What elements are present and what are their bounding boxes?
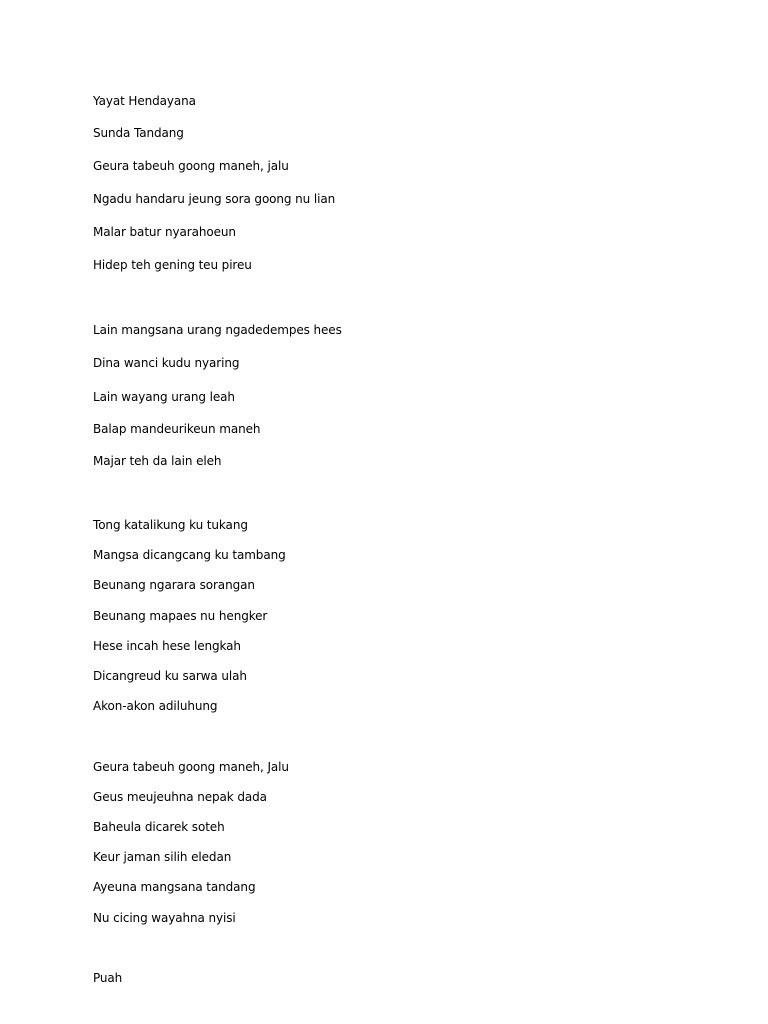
poem-line: Lain mangsana urang ngadedempes hees	[93, 323, 342, 337]
poem-line: Geura tabeuh goong maneh, jalu	[93, 159, 289, 173]
poem-line: Ngadu handaru jeung sora goong nu lian	[93, 192, 336, 206]
poem-line: Hidep teh gening teu pireu	[93, 258, 252, 272]
poem-line: Beunang ngarara sorangan	[93, 578, 255, 592]
poem-line: Nu cicing wayahna nyisi	[93, 911, 236, 925]
poem-line: Akon-akon adiluhung	[93, 699, 218, 713]
poem-line: Lain wayang urang leah	[93, 390, 235, 404]
poem-line: Puah	[93, 971, 123, 985]
poem-line: Majar teh da lain eleh	[93, 454, 222, 468]
poem-line: Malar batur nyarahoeun	[93, 225, 236, 239]
poem-line: Dina wanci kudu nyaring	[93, 356, 240, 370]
author-name: Yayat Hendayana	[93, 94, 196, 108]
poem-line: Geura tabeuh goong maneh, Jalu	[93, 760, 289, 774]
poem-line: Hese incah hese lengkah	[93, 639, 241, 653]
poem-line: Dicangreud ku sarwa ulah	[93, 669, 247, 683]
poem-line: Balap mandeurikeun maneh	[93, 422, 261, 436]
poem-line: Mangsa dicangcang ku tambang	[93, 548, 286, 562]
poem-line: Tong katalikung ku tukang	[93, 518, 248, 532]
poem-line: Baheula dicarek soteh	[93, 820, 225, 834]
poem-line: Geus meujeuhna nepak dada	[93, 790, 267, 804]
poem-line: Ayeuna mangsana tandang	[93, 880, 256, 894]
poem-line: Keur jaman silih eledan	[93, 850, 232, 864]
poem-line: Beunang mapaes nu hengker	[93, 609, 268, 623]
poem-title: Sunda Tandang	[93, 126, 184, 140]
